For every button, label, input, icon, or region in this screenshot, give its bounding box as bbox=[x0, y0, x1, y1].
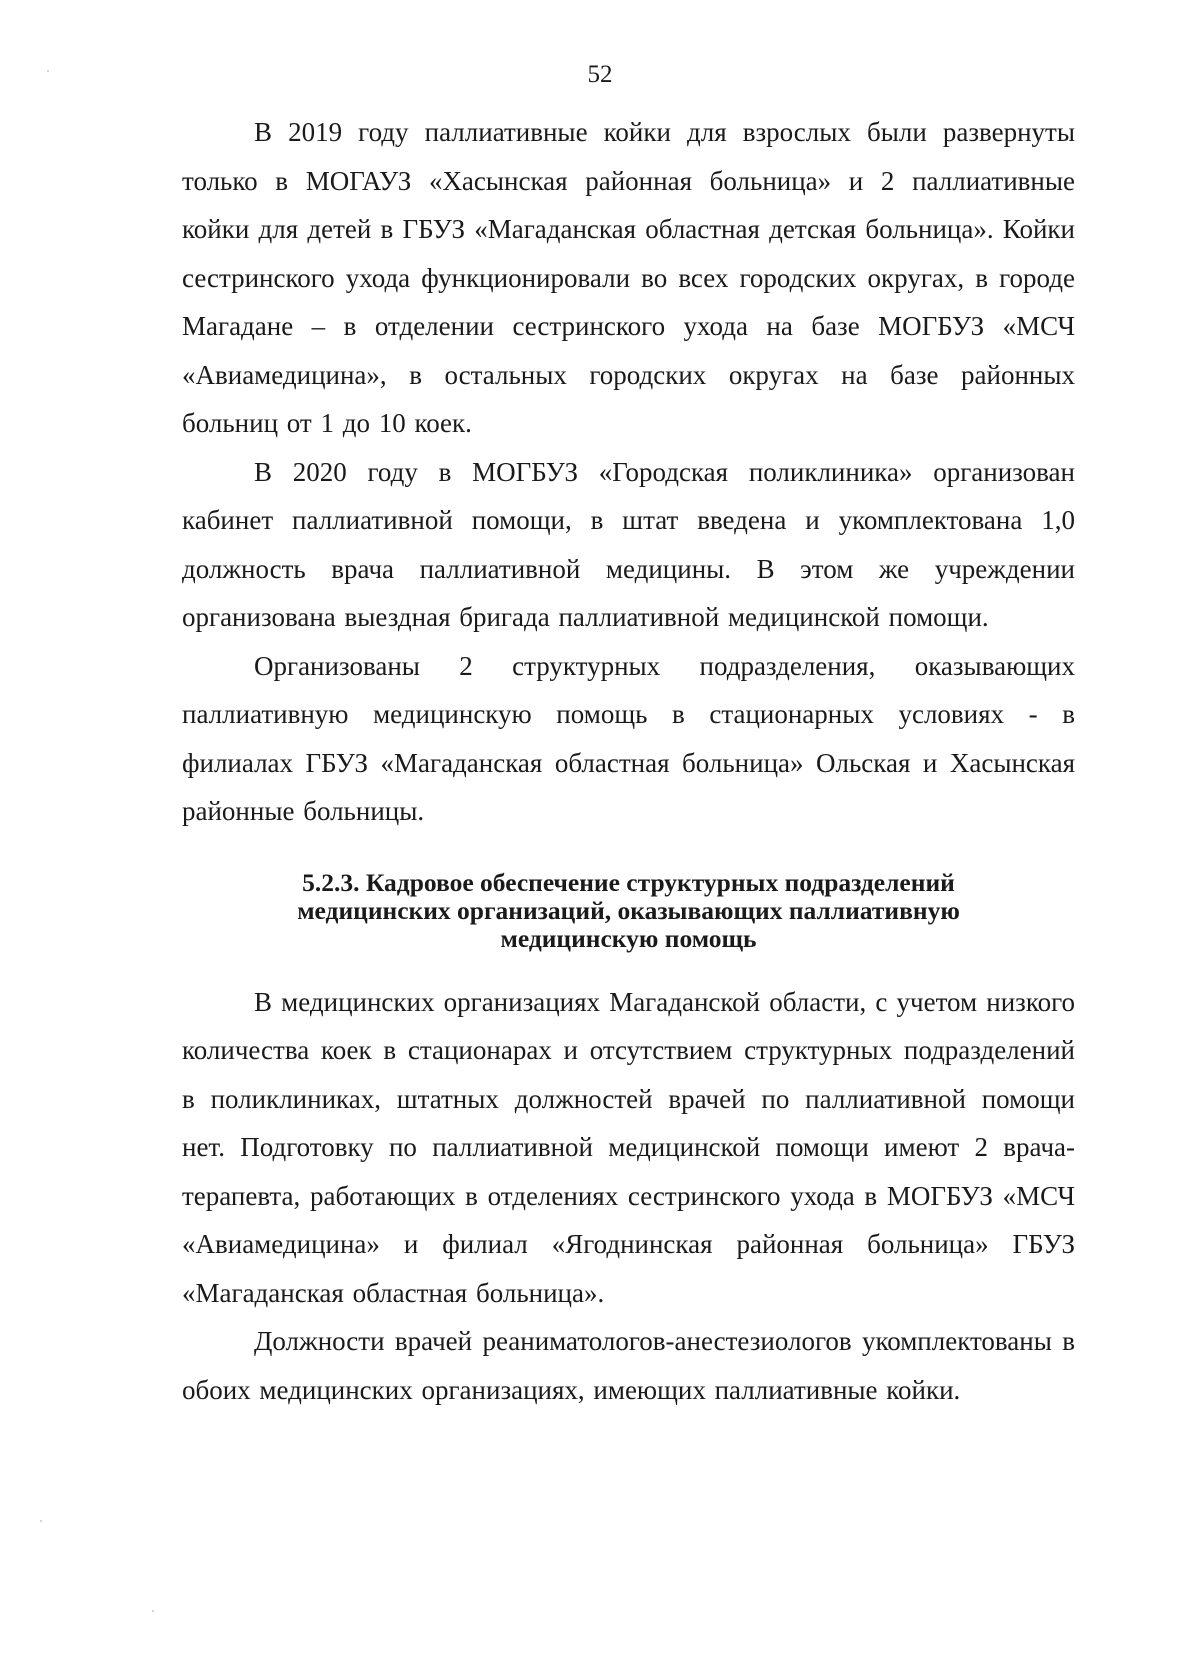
paragraph-beds-2019: В 2019 году паллиативные койки для взрослых были развернуты только в МОГАУЗ «Хасынская районная больница» и 2 паллиативные койки для детей в ГБУЗ «Магаданская областная детская больница». Койки сестринского ухода функционировали во всех городских округах, в городе Магадане – в отделении сестринского ухода на базе МОГБУЗ «МСЧ «Авиамедицина», в остальных городских округах на базе районных больниц от 1 до 10 коек. bbox=[182, 117, 1075, 438]
paragraph-structural-units: Организованы 2 структурных подразделения, оказывающих паллиативную медицинскую помощь в стационарных условиях - в филиалах ГБУЗ «Магаданская областная больница» Ольская и Хасынская районные больницы. bbox=[182, 650, 1075, 826]
section-heading: 5.2.3. Кадровое обеспечение структурных подразделений медицинских организаций, оказывающих паллиативную медицинскую помощь bbox=[297, 867, 960, 953]
scan-speck bbox=[40, 1520, 42, 1522]
scan-speck bbox=[152, 1610, 154, 1612]
paragraph-staffing: В медицинских организациях Магаданской области, с учетом низкого количества коек в стационарах и отсутствием структурных подразделений в поликлиниках, штатных должностей врачей по паллиативной помощи нет. Подготовку по паллиативной медицинской помощи имеют 2 врача-терапевта, работающих в отделениях сестринского ухода в МОГБУЗ «МСЧ «Авиамедицина» и филиал «Ягоднинская районная больница» ГБУЗ «Магаданская областная больница». bbox=[182, 986, 1075, 1308]
paragraph-anesthesiologists: Должности врачей реаниматологов-анестезиологов укомплектованы в обоих медицинских организациях, имеющих паллиативные койки. bbox=[182, 1326, 1075, 1405]
scan-speck bbox=[47, 70, 49, 72]
page-content bbox=[182, 108, 1075, 1414]
paragraph-clinic-2020: В 2020 году в МОГБУЗ «Городская поликлиника» организован кабинет паллиативной помощи, в штат введена и укомплектована 1,0 должность врача паллиативной медицины. В этом же учреждении организована выездная бригада паллиативной медицинской помощи. bbox=[182, 456, 1075, 632]
page-number: 52 bbox=[587, 61, 613, 88]
